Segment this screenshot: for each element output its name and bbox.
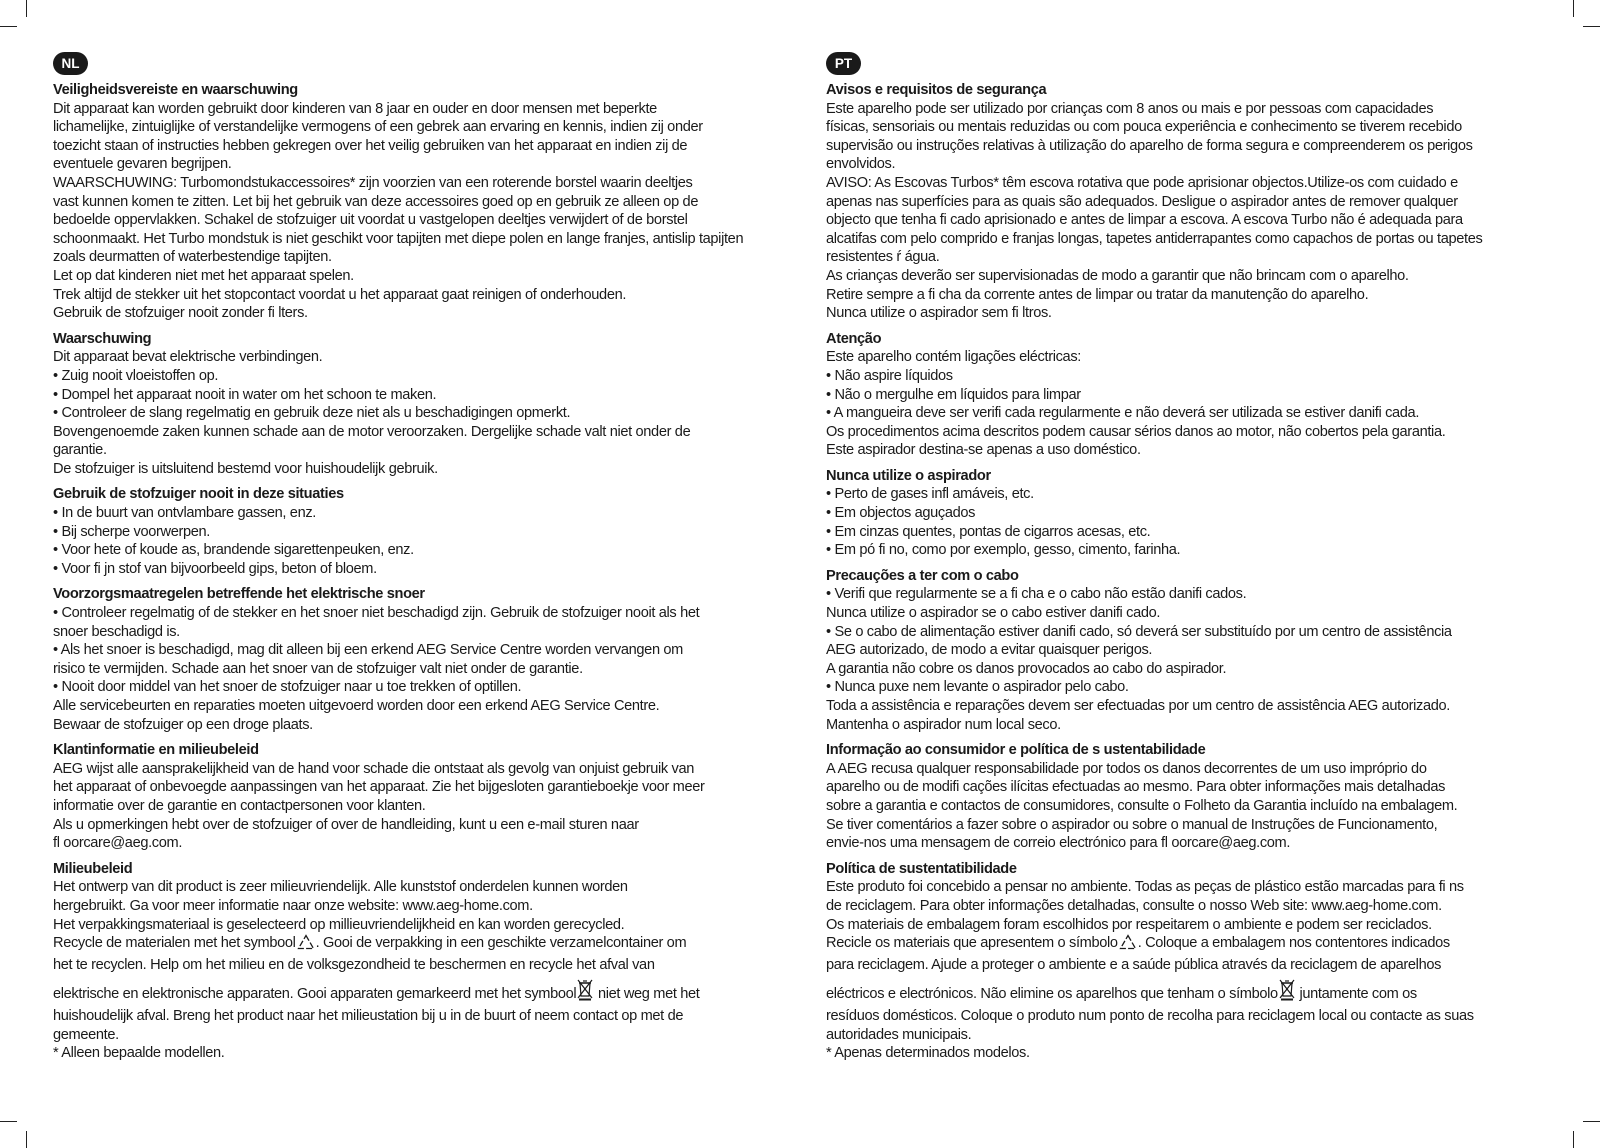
text-line: Retire sempre a fi cha da corrente antes de limpar ou tratar da manutenção do aparelho. <box>826 286 1369 303</box>
text-line: supervisão ou instruções relativas à utilização do aparelho de forma segura e compreenderem os perigos <box>826 137 1473 154</box>
text-line: Este produto foi concebido a pensar no ambiente. Todas as peças de plástico estão marcadas para fi ns <box>826 879 1464 896</box>
text-line: het apparaat of onbevoegde aanpassingen van het apparaat. Zie het bijgesloten garantieboekje voor meer <box>53 779 705 796</box>
text-line: envolvidos. <box>826 156 896 173</box>
text-line: Alle servicebeurten en reparaties moeten uitgevoerd worden door een erkend AEG Service Centre. <box>53 698 660 714</box>
text-line: para reciclagem. Ajude a proteger o ambiente e a saúde pública através da reciclagem de aparelhos <box>826 956 1442 973</box>
text-line: toezicht staan of instructies hebben gekregen over het veilig gebruiken van het apparaat en indien zij de <box>53 137 688 154</box>
section <box>826 567 1571 734</box>
text-line: Nunca utilize o aspirador se o cabo estiver danifi cado. <box>826 605 1161 622</box>
text-line: eventuele gevaren begrijpen. <box>53 156 232 173</box>
section <box>826 330 1571 460</box>
text-line: • Não o mergulhe em líquidos para limpar <box>826 386 1081 403</box>
text-line: • In de buurt van ontvlambare gassen, enz. <box>53 505 316 522</box>
text-line: Os procedimentos acima descritos podem causar sérios danos ao motor, não cobertos pela garantia. <box>826 423 1446 440</box>
section-heading: Avisos e requisitos de segurança <box>826 82 1047 98</box>
text-line: As crianças deverão ser supervisionadas de modo a garantir que não brincam com o aparelho. <box>826 267 1409 284</box>
text-line: • Controleer regelmatig of de stekker en het snoer niet beschadigd zijn. Gebruik de stofzuiger nooit als het <box>53 605 700 622</box>
section-heading: Veiligheidsvereiste en waarschuwing <box>53 82 298 98</box>
text-line: Let op dat kinderen niet met het apparaat spelen. <box>53 267 354 284</box>
section <box>826 81 1571 323</box>
text-line: Het verpakkingsmateriaal is geselecteerd op millieuvriendelijkheid en kan worden gerecycled. <box>53 916 625 933</box>
section <box>53 485 798 578</box>
section <box>826 741 1571 853</box>
text-line: A garantia não cobre os danos provocados ao cabo do aspirador. <box>826 660 1227 677</box>
recycle-symbol-icon <box>1119 934 1137 956</box>
text-fragment: . Coloque a embalagem nos contentores indicados <box>1137 935 1450 952</box>
text-line: informatie over de garantie en contactpersonen voor klanten. <box>53 797 426 814</box>
section-environment-pt <box>826 860 1571 1063</box>
footnote: * Alleen bepaalde modellen. <box>53 1045 225 1062</box>
text-line: • Perto de gases infl amáveis, etc. <box>826 486 1034 503</box>
column-nl <box>53 52 798 1070</box>
text-line: Het ontwerp van dit product is zeer milieuvriendelijk. Alle kunststof onderdelen kunnen worden <box>53 879 628 896</box>
text-line: Mantenha o aspirador num local seco. <box>826 716 1061 733</box>
text-line: físicas, sensoriais ou mentais reduzidas ou com pouca experiência e conhecimento se tiverem recebido <box>826 119 1462 136</box>
text-line: zoals deurmatten of waterbestendige tapijten. <box>53 249 332 266</box>
text-line: Dit apparaat bevat elektrische verbindingen. <box>53 349 323 366</box>
text-line: • Se o cabo de alimentação estiver danifi cado, só deverá ser substituído por um centro de assistência <box>826 623 1452 640</box>
sections-pt <box>826 81 1571 853</box>
text-line: • Nooit door middel van het snoer de stofzuiger naar u toe trekken of optillen. <box>53 679 522 696</box>
text-line: Gebruik de stofzuiger nooit zonder fi lters. <box>53 305 308 322</box>
section-heading: Precauções a ter com o cabo <box>826 567 1019 584</box>
text-line: • Não aspire líquidos <box>826 367 953 384</box>
crop-mark <box>1573 1131 1574 1148</box>
text-line: • Voor fi jn stof van bijvoorbeeld gips, beton of bloem. <box>53 560 377 577</box>
section-environment-nl <box>53 860 798 1063</box>
crop-mark <box>1583 26 1600 27</box>
crop-mark <box>0 1121 17 1122</box>
text-fragment: niet weg met het <box>594 986 700 1003</box>
text-line: risico te vermijden. Schade aan het snoer van de stofzuiger valt niet onder de garantie. <box>53 660 583 677</box>
text-fragment: eléctricos e electrónicos. Não elimine os aparelhos que tenham o símbolo <box>826 986 1278 1003</box>
text-line: Nunca utilize o aspirador sem fi ltros. <box>826 305 1052 322</box>
section-heading: Voorzorgsmaatregelen betreffende het elektrische snoer <box>53 586 425 603</box>
text-line: • Zuig nooit vloeistoffen op. <box>53 367 219 384</box>
weee-crossed-bin-icon <box>1279 979 1295 1007</box>
text-line: het te recyclen. Help om het milieu en de volksgezondheid te beschermen en recycle het afval van <box>53 956 655 973</box>
text-line: Als u opmerkingen hebt over de stofzuiger of over de handleiding, kunt u een e-mail sturen naar <box>53 816 639 833</box>
text-fragment: Recycle de materialen met het symbool <box>53 935 296 952</box>
section <box>53 81 798 323</box>
text-line: de reciclagem. Para obter informações detalhadas, consulte o nosso Web site: www.aeg-home.com. <box>826 897 1442 914</box>
text-line: Se tiver comentários a fazer sobre o aspirador ou sobre o manual de Instruções de Funcionamento, <box>826 816 1438 833</box>
text-line: • Em objectos aguçados <box>826 505 976 522</box>
text-fragment: . Gooi de verpakking in een geschikte verzamelcontainer om <box>315 935 687 952</box>
text-line: • Em pó fi no, como por exemplo, gesso, cimento, farinha. <box>826 542 1181 559</box>
section-heading: Waarschuwing <box>53 330 152 347</box>
text-line: • Em cinzas quentes, pontas de cigarros acesas, etc. <box>826 523 1151 540</box>
section-heading: Política de sustentatibilidade <box>826 860 1017 877</box>
recycle-symbol-icon <box>297 934 315 956</box>
text-line: De stofzuiger is uitsluitend bestemd voor huishoudelijk gebruik. <box>53 460 438 477</box>
text-line: A AEG recusa qualquer responsabilidade por todos os danos decorrentes de um uso impróprio do <box>826 760 1427 777</box>
section <box>53 330 798 479</box>
text-line: autoridades municipais. <box>826 1026 972 1043</box>
language-badge-nl: NL <box>53 52 88 75</box>
text-line: Trek altijd de stekker uit het stopcontact voordat u het apparaat gaat reinigen of onderhouden. <box>53 286 627 303</box>
text-line: Bewaar de stofzuiger op een droge plaats. <box>53 716 313 733</box>
text-line: AEG autorizado, de modo a evitar quaisquer perigos. <box>826 642 1153 659</box>
text-line: snoer beschadigd is. <box>53 623 180 640</box>
text-fragment: elektrische en elektronische apparaten. Gooi apparaten gemarkeerd met het symbool <box>53 986 577 1003</box>
text-line: vast kunnen komen te zitten. Let bij het gebruik van deze accessoires goed op en gebruik ze alleen op de <box>53 193 699 210</box>
text-line: objecto que tenha fi cado aprisionado e antes de limpar a escova. A escova Turbo não é adequada para <box>826 212 1463 229</box>
text-line: • Bij scherpe voorwerpen. <box>53 523 210 540</box>
text-line: AEG wijst alle aansprakelijkheid van de hand voor schade die ontstaat als gevolg van onjuist gebruik van <box>53 760 694 777</box>
text-line: aparelho ou de modifi cações ilícitas efectuadas ao mesmo. Para obter informações mais detalhadas <box>826 779 1446 796</box>
section-heading: Klantinformatie en milieubeleid <box>53 742 259 759</box>
crop-mark <box>26 0 27 17</box>
crop-mark <box>1583 1121 1600 1122</box>
text-line <box>53 934 798 956</box>
text-line <box>826 979 1571 1007</box>
text-line: Este aspirador destina-se apenas a uso doméstico. <box>826 442 1141 459</box>
footnote: * Apenas determinados modelos. <box>826 1045 1030 1062</box>
text-line: fl oorcare@aeg.com. <box>53 835 183 852</box>
text-line: huishoudelijk afval. Breng het product naar het milieustation bij u in de buurt of neem contact op met de <box>53 1007 684 1024</box>
text-line: apenas nas superfícies para as quais são adequados. Desligue o aspirador antes de remover qualquer <box>826 193 1458 210</box>
text-line: Este aparelho pode ser utilizado por crianças com 8 anos ou mais e por pessoas com capacidades <box>826 100 1434 117</box>
text-line: WAARSCHUWING: Turbomondstukaccessoires* zijn voorzien van een roterende borstel waarin deeltjes <box>53 174 693 191</box>
text-line: garantie. <box>53 442 107 459</box>
text-line: envie-nos uma mensagem de correio electrónico para fl oorcare@aeg.com. <box>826 835 1291 852</box>
text-line: hergebruikt. Ga voor meer informatie naar onze website: www.aeg-home.com. <box>53 897 533 914</box>
text-line: gemeente. <box>53 1026 119 1043</box>
section <box>53 585 798 734</box>
text-line: Dit apparaat kan worden gebruikt door kinderen van 8 jaar en ouder en door mensen met beperkte <box>53 100 657 117</box>
text-line: • Nunca puxe nem levante o aspirador pelo cabo. <box>826 679 1129 696</box>
text-line: Toda a assistência e reparações devem ser efectuadas por um centro de assistência AEG autorizado. <box>826 698 1450 714</box>
section-heading: Atenção <box>826 330 882 347</box>
text-line: AVISO: As Escovas Turbos* têm escova rotativa que pode aprisionar objectos.Utilize-os com cuidado e <box>826 174 1458 191</box>
text-line <box>53 979 798 1007</box>
section <box>53 741 798 853</box>
text-line: alcatifas com pelo comprido e franjas longas, tapetes antiderrapantes como capachos de portas ou tapetes <box>826 230 1483 247</box>
text-line: resistentes ŕ água. <box>826 249 940 266</box>
text-line: Este aparelho contém ligações eléctricas: <box>826 349 1081 366</box>
section-heading: Informação ao consumidor e política de s ustentabilidade <box>826 742 1206 759</box>
text-line: • Als het snoer is beschadigd, mag dit alleen bij een erkend AEG Service Centre worden vervangen om <box>53 642 683 659</box>
text-line: • A mangueira deve ser verifi cada regularmente e não deverá ser utilizada se estiver danifi cada. <box>826 405 1420 422</box>
text-fragment: Recicle os materiais que apresentem o símbolo <box>826 935 1118 952</box>
column-pt <box>826 52 1571 1070</box>
text-line <box>826 934 1571 956</box>
text-line: lichamelijke, zintuiglijke of verstandelijke vermogens of een gebrek aan ervaring en kennis, indien zij onder <box>53 119 703 136</box>
section-heading: Milieubeleid <box>53 860 133 877</box>
crop-mark <box>1573 0 1574 17</box>
crop-mark <box>0 26 17 27</box>
text-line: • Dompel het apparaat nooit in water om het schoon te maken. <box>53 386 437 403</box>
text-line: schoonmaakt. Het Turbo mondstuk is niet geschikt voor tapijten met diepe polen en lange franjes, antislip tapijten <box>53 230 744 247</box>
text-line: resíduos domésticos. Coloque o produto num ponto de recolha para reciclagem local ou contacte as suas <box>826 1007 1474 1024</box>
text-line: bedoelde oppervlakken. Schakel de stofzuiger uit voordat u vastgelopen deeltjes verwijdert of de borstel <box>53 212 688 229</box>
sections-nl <box>53 81 798 853</box>
text-line: sobre a garantia e contactos de consumidores, consulte o Folheto da Garantia incluído na embalagem. <box>826 797 1458 814</box>
text-line: • Controleer de slang regelmatig en gebruik deze niet als u beschadigingen opmerkt. <box>53 405 571 422</box>
text-line: Bovengenoemde zaken kunnen schade aan de motor veroorzaken. Dergelijke schade valt niet onder de <box>53 423 691 440</box>
text-line: • Voor hete of koude as, brandende sigarettenpeuken, enz. <box>53 542 414 559</box>
crop-mark <box>26 1131 27 1148</box>
weee-crossed-bin-icon <box>577 979 593 1007</box>
section-heading: Nunca utilize o aspirador <box>826 467 991 484</box>
text-line: • Verifi que regularmente se a fi cha e o cabo não estão danifi cados. <box>826 586 1247 603</box>
section-heading: Gebruik de stofzuiger nooit in deze situaties <box>53 486 344 503</box>
section <box>826 467 1571 560</box>
text-line: Os materiais de embalagem foram escolhidos por respeitarem o ambiente e podem ser reciclados. <box>826 916 1432 933</box>
text-fragment: juntamente com os <box>1295 986 1417 1003</box>
language-badge-pt: PT <box>826 52 861 75</box>
